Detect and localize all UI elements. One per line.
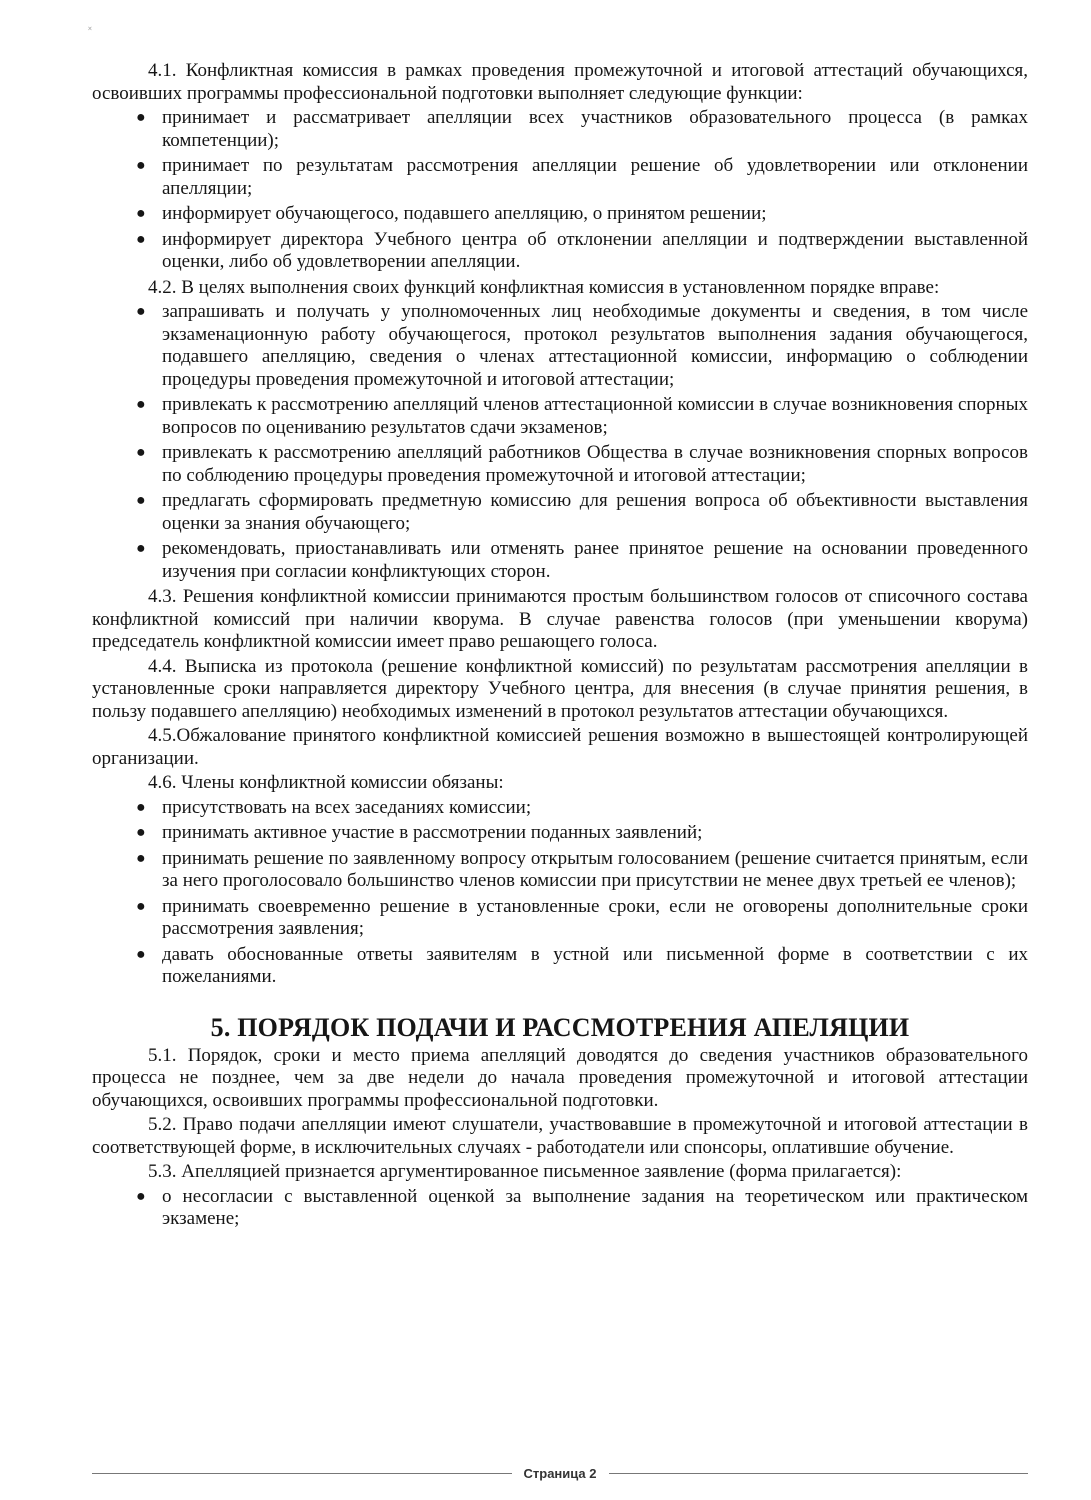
list-4-2 <box>92 301 1028 583</box>
paragraph-4-2-intro: 4.2. В целях выполнения своих функций конфликтная комиссия в установленном порядке вправе: <box>148 276 940 298</box>
list-4-1 <box>92 107 1028 274</box>
footer-divider <box>609 1473 1029 1474</box>
bullet-dot-icon: ● <box>136 824 146 841</box>
list-item-text: давать обоснованные ответы заявителям в устной или письменной форме в соответствии с их пожеланиями. <box>162 943 1028 987</box>
scan-speck: ˟ <box>88 26 92 37</box>
bullet-dot-icon: ● <box>136 540 146 557</box>
list-item-text: рекомендовать, приостанавливать или отменять ранее принятое решение на основании проведенного изучения при согласии конфликтующих сторон. <box>162 538 1028 582</box>
list-item <box>92 822 1028 845</box>
bullet-dot-icon: ● <box>136 157 146 174</box>
list-item <box>92 301 1028 391</box>
list-item <box>92 1186 1028 1231</box>
list-item <box>92 797 1028 820</box>
document-body <box>92 60 1028 1234</box>
bullet-dot-icon: ● <box>136 1187 146 1205</box>
list-item <box>92 394 1028 439</box>
bullet-dot-icon: ● <box>136 798 146 816</box>
bullet-dot-icon: ● <box>136 945 146 963</box>
page-footer <box>92 1463 1028 1483</box>
list-item-text: принимать решение по заявленному вопросу открытым голосованием (решение считается принятым, если за него проголосовало большинство членов комиссии при присутствии не менее двух третьей ее членов); <box>162 847 1028 891</box>
list-item-text: привлекать к рассмотрению апелляций членов аттестационной комиссии в случае возникновения спорных вопросов по оцениванию результатов сдачи экзаменов; <box>162 394 1028 438</box>
list-item <box>92 538 1028 583</box>
list-item <box>92 155 1028 200</box>
list-item <box>92 896 1028 941</box>
list-item-text: запрашивать и получать у уполномоченных лиц необходимые документы и сведения, в том числе экзаменационную работу обучающегося, протокол результатов выполнения задания обучающегося, подавшего апелляцию, сведения о членах аттестационной комиссии, информацию о соблюдении процедуры проведения промежуточной и итоговой аттестации; <box>162 301 1028 390</box>
paragraph-4-3: 4.3. Решения конфликтной комиссии принимаются простым большинством голосов от списочного состава конфликтной комиссий при наличии кворума. В случае равенства голосов (при уменьшении кворума) председатель конфликтной комиссии имеет право решающего голоса. <box>92 586 1028 652</box>
paragraph-5-1: 5.1. Порядок, сроки и место приема апелляций доводятся до сведения участников образовательного процесса не позднее, чем за две недели до начала проведения промежуточной и итоговой аттестации обучающихся, освоивших программы профессиональной подготовки. <box>92 1044 1028 1111</box>
paragraph-5-3: 5.3. Апелляцией признается аргументированное письменное заявление (форма прилагается): <box>148 1161 902 1182</box>
list-item-text: принимает по результатам рассмотрения апелляции решение об удовлетворении или отклонении апелляции; <box>162 155 1028 199</box>
bullet-dot-icon: ● <box>136 205 146 222</box>
page-number: Страница 2 <box>523 1465 597 1481</box>
list-item-text: принимать своевременно решение в установленные сроки, если не оговорены дополнительные сроки рассмотрения заявления; <box>162 895 1028 939</box>
list-item-text: информирует обучающегосо, подавшего апелляцию, о принятом решении; <box>162 203 767 224</box>
list-item <box>92 203 1028 226</box>
bullet-dot-icon: ● <box>136 396 146 413</box>
list-item-text: о несогласии с выставленной оценкой за выполнение задания на теоретическом или практическом экзамене; <box>162 1185 1028 1229</box>
bullet-dot-icon: ● <box>136 303 146 320</box>
paragraph-4-5: 4.5.Обжалование принятого конфликтной комиссией решения возможно в вышестоящей контролирующей организации. <box>92 725 1028 769</box>
list-item-text: принимать активное участие в рассмотрении поданных заявлений; <box>162 822 703 843</box>
section-5-heading: 5. ПОРЯДОК ПОДАЧИ И РАССМОТРЕНИЯ АПЕЛЯЦИИ <box>210 1012 910 1042</box>
paragraph-4-4: 4.4. Выписка из протокола (решение конфликтной комиссий) по результатам рассмотрения апелляции в установленные сроки направляется директору Учебного центра, для внесения (в случае принятия решения, в пользу подавшего апелляцию) необходимых изменений в протокол результатов аттестации обучающихся. <box>92 655 1028 722</box>
list-item <box>92 442 1028 487</box>
list-item <box>92 229 1028 274</box>
bullet-dot-icon: ● <box>136 849 146 867</box>
bullet-dot-icon: ● <box>136 444 146 461</box>
list-item <box>92 107 1028 152</box>
bullet-dot-icon: ● <box>136 109 146 126</box>
list-item-text: предлагать сформировать предметную комиссию для решения вопроса об объективности выставления оценки за знания обучающего; <box>162 490 1028 534</box>
list-5-3 <box>92 1186 1028 1231</box>
list-item <box>92 490 1028 535</box>
paragraph-4-1-intro: 4.1. Конфликтная комиссия в рамках проведения промежуточной и итоговой аттестаций обучающихся, освоивших программы профессиональной подготовки выполняет следующие функции: <box>92 60 1028 104</box>
list-item <box>92 944 1028 989</box>
paragraph-5-2: 5.2. Право подачи апелляции имеют слушатели, участвовавшие в промежуточной и итоговой аттестации в соответствующей форме, в исключительных случаях - работодатели или спонсоры, оплатившие обучение. <box>92 1114 1028 1158</box>
bullet-dot-icon: ● <box>136 492 146 509</box>
list-item-text: принимает и рассматривает апелляции всех участников образовательного процесса (в рамках компетенции); <box>162 107 1028 151</box>
list-item-text: информирует директора Учебного центра об отклонении апелляции и подтверждении выставленной оценки, либо об удовлетворении апелляции. <box>162 228 1028 272</box>
list-item-text: привлекать к рассмотрению апелляций работников Общества в случае возникновения спорных вопросов по соблюдению процедуры проведения промежуточной и итоговой аттестации; <box>162 442 1028 486</box>
bullet-dot-icon: ● <box>136 897 146 915</box>
list-item-text: присутствовать на всех заседаниях комиссии; <box>162 796 532 818</box>
list-4-6 <box>92 797 1028 989</box>
bullet-dot-icon: ● <box>136 230 146 248</box>
list-item <box>92 848 1028 893</box>
footer-divider <box>92 1473 512 1474</box>
paragraph-4-6-intro: 4.6. Члены конфликтной комиссии обязаны: <box>148 772 504 793</box>
